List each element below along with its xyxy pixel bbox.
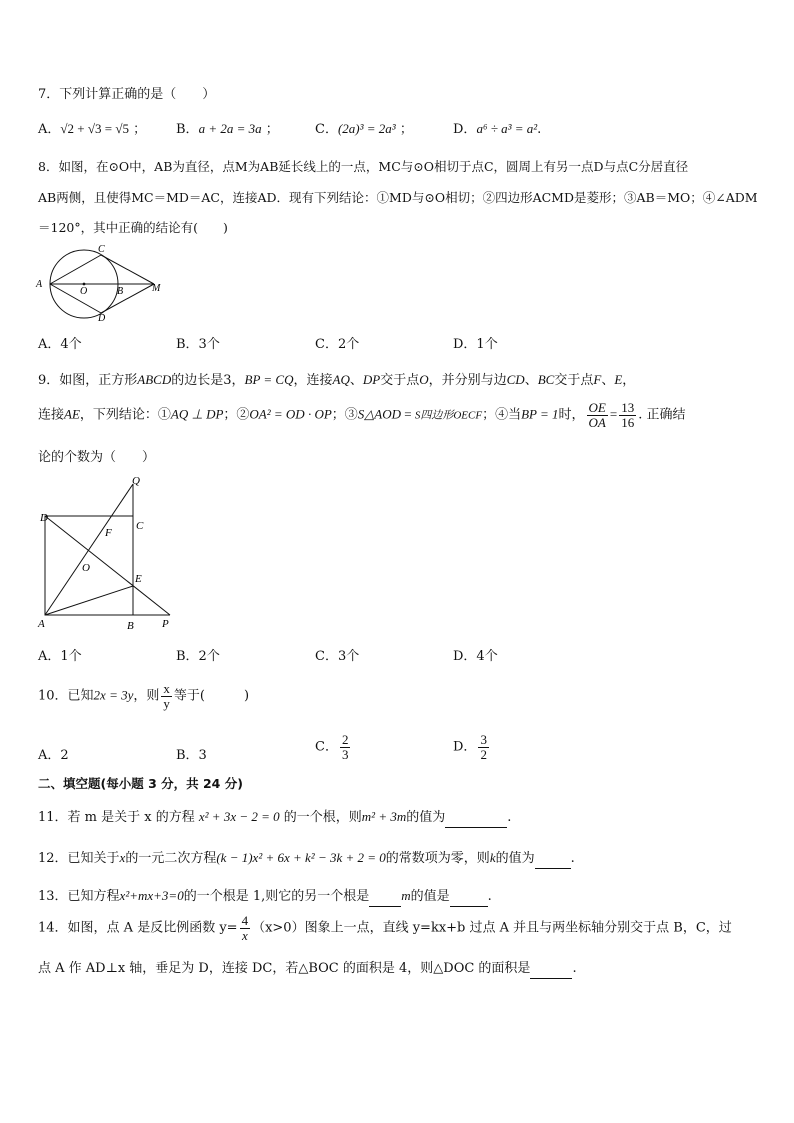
q10-option-d: D． $\frac{3}{2}$ [453, 732, 487, 762]
label-f: F [105, 527, 112, 539]
label-o: O [80, 286, 88, 297]
label-p: P [162, 618, 169, 630]
q10-option-c: C． $\frac{2}{3}$ [315, 732, 349, 762]
q10-fraction-x-y: $\frac{x}{y}$ [163, 681, 170, 711]
q7-option-d: D．a⁶ ÷ a³ = a². [453, 121, 542, 137]
segment-ac [50, 255, 101, 284]
q9-line2: 连接AE，下列结论：①AQ ⊥ DP；②OA² = OD · OP；③S△AOD = S四边形OECF；④当BP = 1时， $\frac{OE}{OA}$ = $\frac{13}{16}$ . 正确结 [38, 400, 686, 430]
q7-option-a: A．√2 + √3 = √5 ； [38, 121, 147, 137]
label-a: A [36, 279, 43, 290]
q8-line3: ＝120°，其中正确的结论有( ) [38, 220, 228, 235]
q8-option-b: B．3个 [176, 337, 220, 352]
center-dot [83, 283, 86, 286]
label-b: B [117, 286, 124, 297]
q10-stem: 10．已知2x = 3y，则 $\frac{x}{y}$ 等于( ) [38, 681, 250, 711]
q14-line2: 点 A 作 AD⊥x 轴，垂足为 D，连接 DC，若△BOC 的面积是 4，则△DOC 的面积是 . [38, 957, 577, 979]
q14-line1: 14．如图，点 A 是反比例函数 y= $\frac{4}{x}$ （x>0）图象上一点，直线 y=kx+b 过点 A 并且与两坐标轴分别交于点 B，C，过 [38, 913, 732, 943]
label-q: Q [132, 475, 140, 487]
q8-figure [34, 244, 164, 322]
label-d: D [98, 313, 106, 322]
q9-line3: 论的个数为（ ） [38, 450, 156, 465]
q9-fraction-13-16: $\frac{13}{16}$ [621, 400, 635, 430]
q8-line1: 8．如图，在⊙O中，AB为直径，点M为AB延长线上的一点，MC与⊙O相切于点C，圆周上有另一点D与点C分居直径 [38, 159, 689, 174]
q11: 11．若 m 是关于 x 的方程 x² + 3x − 2 = 0 的一个根，则m² + 3m的值为 . [38, 806, 511, 828]
line-ae [45, 586, 133, 615]
q9-option-b: B．2个 [176, 649, 220, 664]
q10-fraction-2-3: $\frac{2}{3}$ [341, 732, 349, 762]
q14-fraction-4-x: $\frac{4}{x}$ [241, 913, 249, 943]
q9-figure [34, 472, 184, 634]
q9-fraction-oe-oa: $\frac{OE}{OA}$ [588, 400, 606, 430]
q8-line2: AB两侧，且使得MC＝MD＝AC，连接AD．现有下列结论：①MD与⊙O相切；②四边形ACMD是菱形；③AB＝MO；④∠ADM [38, 190, 758, 205]
line-aq [45, 484, 133, 615]
label-a: A [38, 618, 45, 630]
q13-answer-blank-2[interactable] [450, 891, 488, 907]
label-e: E [135, 573, 142, 585]
segment-ad [50, 284, 101, 313]
q11-answer-blank[interactable] [445, 812, 507, 828]
q13-answer-blank-1[interactable] [369, 891, 401, 907]
q7-stem: 7．下列计算正确的是（ ） [38, 87, 216, 102]
q7-option-b: B．a + 2a = 3a ； [176, 121, 279, 137]
label-c: C [136, 520, 144, 532]
q10-option-a: A．2 [38, 748, 69, 763]
q9-line1: 9．如图，正方形ABCD的边长是3，BP = CQ，连接AQ、DP交于点O，并分别与边CD、BC交于点F、E， [38, 372, 636, 388]
q9-option-c: C．3个 [315, 649, 360, 664]
q14-answer-blank[interactable] [530, 963, 572, 979]
q10-fraction-3-2: $\frac{3}{2}$ [480, 732, 487, 762]
q12-answer-blank[interactable] [535, 853, 571, 869]
section-2-heading: 二、填空题(每小题 3 分，共 24 分) [38, 776, 243, 791]
q12: 12．已知关于x的一元二次方程(k − 1)x² + 6x + k² − 3k + 2 = 0的常数项为零，则k的值为 . [38, 847, 575, 869]
segment-cm [101, 255, 154, 284]
label-m: M [152, 283, 161, 294]
q9-option-d: D．4个 [453, 649, 498, 664]
q10-option-b: B．3 [176, 748, 207, 763]
label-b: B [127, 620, 134, 632]
label-d: D [40, 512, 48, 524]
q13: 13．已知方程x²+mx+3=0的一个根是 1,则它的另一个根是 m的值是 . [38, 885, 492, 907]
q9-option-a: A．1个 [38, 649, 82, 664]
q8-option-c: C．2个 [315, 337, 360, 352]
q8-option-d: D．1个 [453, 337, 498, 352]
q7-option-c: C．(2a)³ = 2a³ ； [315, 121, 413, 137]
label-c: C [98, 244, 105, 255]
segment-dm [101, 284, 154, 313]
q8-option-a: A．4个 [38, 337, 82, 352]
label-o: O [82, 562, 90, 574]
